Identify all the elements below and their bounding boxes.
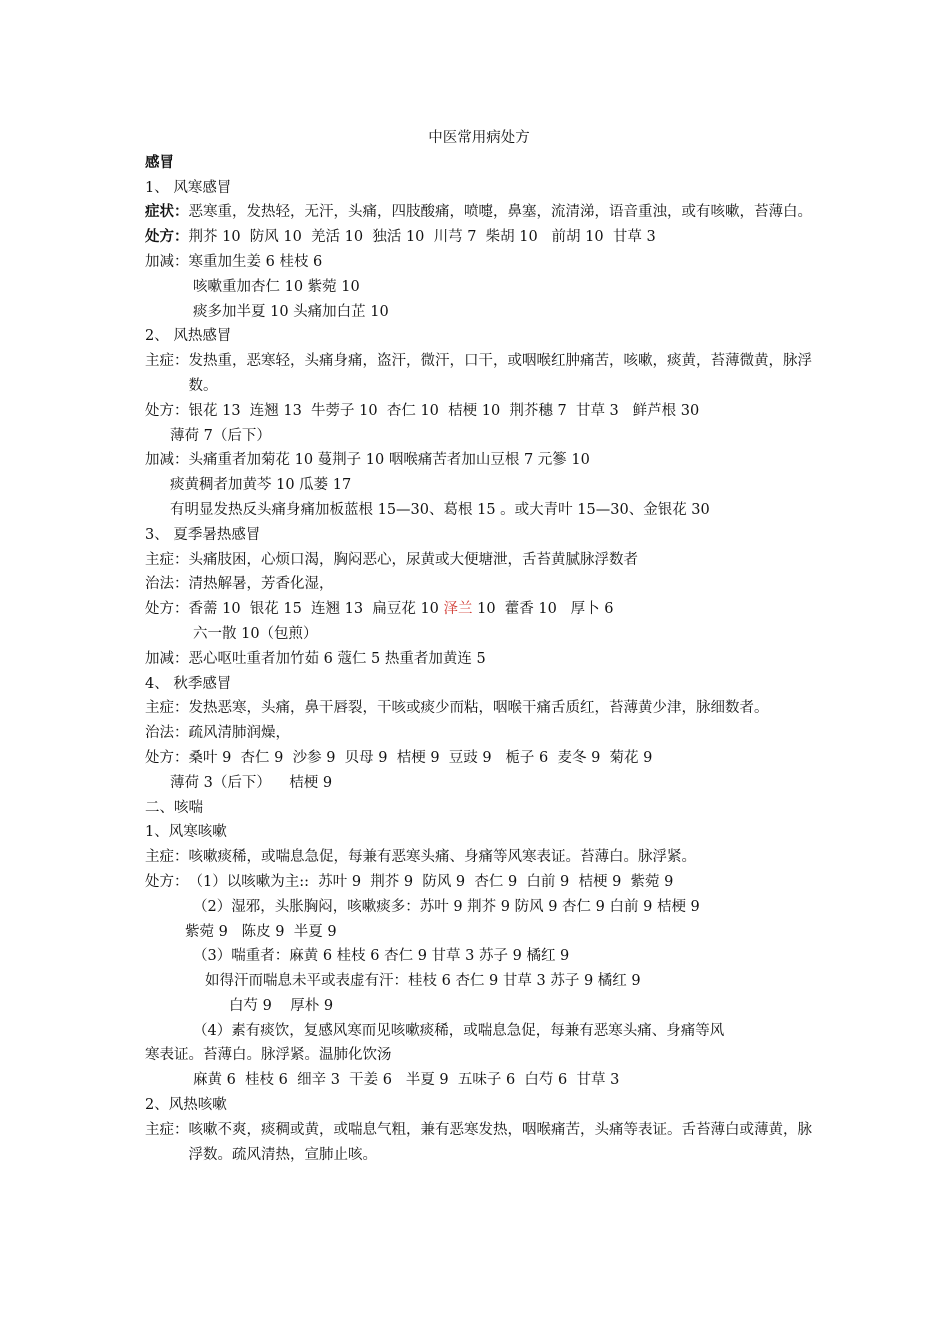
heading-wind-cold: 1、 风寒感冒 xyxy=(145,179,232,196)
prescription-row xyxy=(145,225,813,250)
symptom-text: 恶寒重，发热轻，无汗，头痛，四肢酸痛，喷嚏，鼻塞，流清涕，语音重浊，或有咳嗽，苔薄白。 xyxy=(188,204,812,221)
treatment-row xyxy=(145,721,813,746)
modification-label: 加减： xyxy=(145,253,189,270)
prescription-row xyxy=(145,870,813,895)
modification-row xyxy=(145,647,813,672)
symptom-text: 咳嗽不爽，痰稠或黄，或喘息气粗，兼有恶寒发热，咽喉痛苦，头痛等表证。舌苔薄白或薄黄，脉浮数。疏风清热，宣肺止咳。 xyxy=(188,1121,812,1163)
heading-autumn-cold: 4、 秋季感冒 xyxy=(145,675,232,692)
prescription-continued: 薄荷 7（后下） xyxy=(170,427,271,444)
symptom-row xyxy=(145,200,813,225)
prescription-row xyxy=(145,399,813,424)
symptom-label: 主症： xyxy=(145,700,189,717)
symptom-row xyxy=(145,845,813,870)
symptom-row xyxy=(145,349,813,399)
prescription-text: 麻黄 6 桂枝 6 细辛 3 干姜 6 半夏 9 五味子 6 白芍 6 甘草 3 xyxy=(193,1072,620,1089)
symptom-label: 症状： xyxy=(145,204,189,221)
modification-text: 头痛重者加菊花 10 蔓荆子 10 咽喉痛苦者加山豆根 7 元篸 10 xyxy=(188,452,590,469)
symptom-label: 主症： xyxy=(145,551,189,568)
modification-label: 加减： xyxy=(145,650,189,667)
prescription-label: 处方： xyxy=(145,873,189,890)
modification-text: 寒重加生姜 6 桂枝 6 xyxy=(188,253,323,270)
prescription-continued: 六一散 10（包煎） xyxy=(193,625,318,642)
symptom-label: 主症： xyxy=(145,849,189,866)
prescription-text: （1）以咳嗽为主:: 苏叶 9 荆芥 9 防风 9 杏仁 9 白前 9 桔梗 9 紫菀 9 xyxy=(188,873,674,890)
prescription-text: 桑叶 9 杏仁 9 沙参 9 贝母 9 桔梗 9 豆豉 9 栀子 6 麦冬 9 菊花 9 xyxy=(188,749,653,766)
section-heading-cold: 感冒 xyxy=(145,154,174,171)
modification-text: 咳嗽重加杏仁 10 紫菀 10 xyxy=(193,278,360,295)
herb-list: 香薷 10 银花 15 连翘 13 扁豆花 10 xyxy=(188,601,444,618)
prescription-text: 银花 13 连翘 13 牛蒡子 10 杏仁 10 桔梗 10 荆芥穗 7 甘草 3 鲜芦根 30 xyxy=(188,402,700,419)
heading-wind-cold-cough: 1、风寒咳嗽 xyxy=(145,824,227,841)
symptom-text: 发热重，恶寒轻，头痛身痛，盗汗，微汗，口干，或咽喉红肿痛苦，咳嗽，痰黄，苔薄微黄，脉浮数。 xyxy=(188,353,812,394)
page-title: 中医常用病处方 xyxy=(428,130,530,146)
document-page xyxy=(145,126,813,1167)
prescription-continued: 薄荷 3（后下） 桔梗 9 xyxy=(170,774,333,791)
heading-summer-cold: 3、 夏季暑热感冒 xyxy=(145,526,261,543)
prescription-text: 如得汗而喘息未平或表虚有汗：桂枝 6 杏仁 9 甘草 3 苏子 9 橘红 9 xyxy=(205,973,641,990)
treatment-text: 疏风清肺润燥， xyxy=(188,725,290,742)
prescription-text xyxy=(189,597,814,622)
prescription-text: 荆芥 10 防风 10 羌活 10 独活 10 川芎 7 柴胡 10 前胡 10 甘草 3 xyxy=(188,229,656,246)
prescription-text: （4）素有痰饮，复感风寒而见咳嗽痰稀，或喘息急促，每兼有恶寒头痛、身痛等风 xyxy=(193,1022,725,1039)
symptom-text: 发热恶寒，头痛，鼻干唇裂，干咳或痰少而粘，咽喉干痛舌质红，苔薄黄少津，脉细数者。 xyxy=(188,700,769,717)
herb-list: 10 藿香 10 厚卜 6 xyxy=(472,601,614,618)
prescription-row xyxy=(145,597,813,622)
prescription-row xyxy=(145,746,813,771)
modification-label: 加减： xyxy=(145,452,189,469)
treatment-label: 治法： xyxy=(145,725,189,742)
modification-row xyxy=(145,448,813,473)
prescription-text: （2）湿邪，头胀胸闷，咳嗽痰多：苏叶 9 荆芥 9 防风 9 杏仁 9 白前 9 桔梗 9 xyxy=(193,898,700,915)
modification-text: 痰黄稠者加黄芩 10 瓜蒌 17 xyxy=(170,477,352,494)
symptom-row xyxy=(145,548,813,573)
symptom-label: 主症： xyxy=(145,353,189,370)
prescription-label: 处方： xyxy=(145,402,189,419)
symptom-row xyxy=(145,696,813,721)
prescription-continued: 寒表证。苔薄白。脉浮紧。温肺化饮汤 xyxy=(145,1047,392,1064)
modification-text: 有明显发热反头痛身痛加板蓝根 15—30、葛根 15 。或大青叶 15—30、金银花 30 xyxy=(170,501,710,518)
prescription-label: 处方： xyxy=(145,749,189,766)
highlighted-herb: 泽兰 xyxy=(443,601,473,618)
modification-text: 痰多加半夏 10 头痛加白芷 10 xyxy=(193,303,389,320)
prescription-text: （3）喘重者：麻黄 6 桂枝 6 杏仁 9 甘草 3 苏子 9 橘红 9 xyxy=(193,948,570,965)
modification-text: 恶心呕吐重者加竹茹 6 蔻仁 5 热重者加黄连 5 xyxy=(188,650,486,667)
prescription-continued: 白芍 9 厚朴 9 xyxy=(229,997,334,1014)
symptom-text: 头痛肢困，心烦口渴，胸闷恶心，尿黄或大便塘泄，舌苔黄腻脉浮数者 xyxy=(188,551,638,568)
heading-wind-heat: 2、 风热感冒 xyxy=(145,328,232,345)
symptom-row xyxy=(145,1118,813,1168)
prescription-label: 处方： xyxy=(145,601,189,618)
prescription-label: 处方： xyxy=(145,229,189,246)
section-heading-cough: 二、咳喘 xyxy=(145,799,203,816)
symptom-label: 主症： xyxy=(145,1121,189,1138)
treatment-text: 清热解暑，芳香化湿， xyxy=(188,576,334,593)
symptom-text: 咳嗽痰稀，或喘息急促，每兼有恶寒头痛、身痛等风寒表证。苔薄白。脉浮紧。 xyxy=(188,849,696,866)
treatment-row xyxy=(145,572,813,597)
prescription-continued: 紫菀 9 陈皮 9 半夏 9 xyxy=(185,923,337,940)
heading-wind-heat-cough: 2、风热咳嗽 xyxy=(145,1097,227,1114)
treatment-label: 治法： xyxy=(145,576,189,593)
modification-row xyxy=(145,250,813,275)
